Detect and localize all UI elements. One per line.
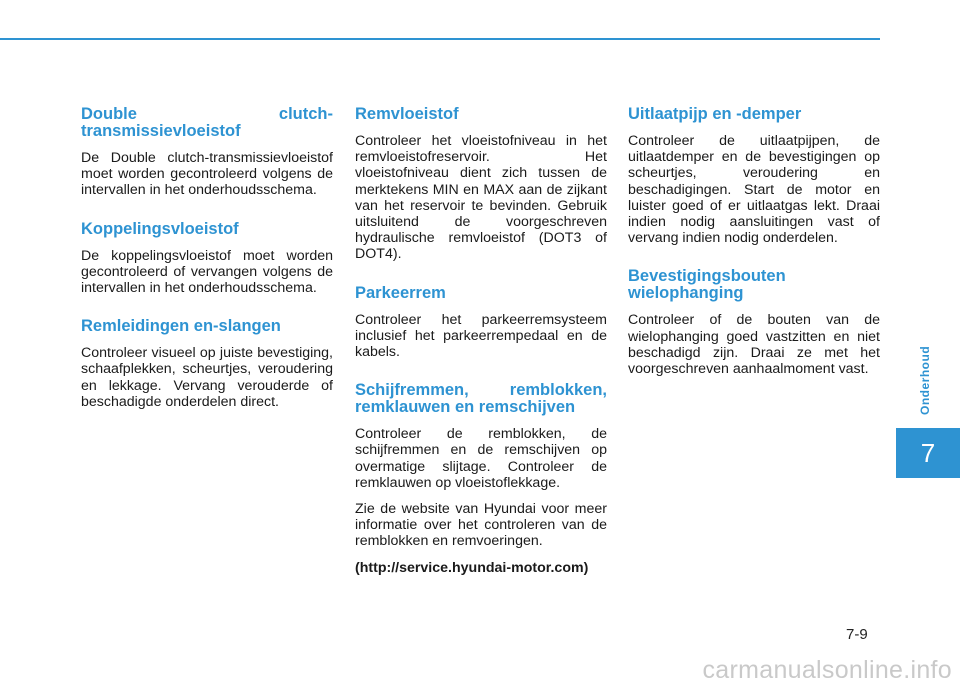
heading-suspension-bolts: Bevestigingsbouten wielophanging <box>628 267 786 303</box>
text-disc-brakes-1: Controleer de remblokken, de schijfremmen en de remschijven op overmatige slijtage. Controleer de remklauwen op vloeistoflekkage. <box>355 426 607 491</box>
column-2 <box>355 106 607 598</box>
service-link[interactable]: (http://service.hyundai-motor.com) <box>355 559 589 576</box>
section-brake-fluid <box>355 106 607 263</box>
column-1 <box>81 106 333 432</box>
chapter-label: Onderhoud <box>918 345 932 415</box>
heading-clutch-fluid: Koppelingsvloeistof <box>81 219 239 238</box>
text-parking-brake: Controleer het parkeerremsysteem inclusief het parkeerrempedaal en de kabels. <box>355 311 607 361</box>
watermark: carmanualsonline.info <box>702 656 952 684</box>
section-parking-brake <box>355 285 607 361</box>
page-number: 7-9 <box>846 626 868 643</box>
text-clutch-fluid: De koppelingsvloeistof moet worden gecontroleerd of vervangen volgens de intervallen in het onderhoudsschema. <box>81 247 333 297</box>
chapter-tab: 7 <box>896 428 960 478</box>
top-rule <box>0 38 880 40</box>
section-disc-brakes <box>355 382 607 576</box>
column-3 <box>628 106 880 399</box>
section-suspension-bolts <box>628 268 880 377</box>
text-exhaust: Controleer de uitlaatpijpen, de uitlaatdemper en de bevestigingen op scheurtjes, veroudering en beschadigingen. Start de motor en luister goed of er uitlaatgas lekt. Draai indien nodig aansluitingen vast of vervang indien nodig onderdelen. <box>628 133 880 247</box>
section-exhaust <box>628 106 880 246</box>
text-suspension-bolts: Controleer of de bouten van de wielophanging goed vastzitten en niet beschadigd zijn. Draai ze met het voorgeschreven aanhaalmoment vast. <box>628 312 880 378</box>
heading-brake-lines: Remleidingen en-slangen <box>81 317 281 336</box>
text-disc-brakes-2: Zie de website van Hyundai voor meer informatie over het controleren van de remblokken en remvoeringen. <box>355 501 607 550</box>
section-dct-fluid <box>81 106 333 199</box>
section-brake-lines <box>81 318 333 410</box>
heading-disc-brakes: Schijfremmen, remblokken, remklauwen en remschijven <box>355 381 607 417</box>
heading-parking-brake: Parkeerrem <box>355 283 446 302</box>
text-brake-lines: Controleer visueel op juiste bevestiging, schaafplekken, scheurtjes, veroudering en lekkage. Vervang verouderde of beschadigde onderdelen direct. <box>81 345 333 410</box>
text-dct-fluid: De Double clutch-transmissievloeistof moet worden gecontroleerd volgens de intervallen in het onderhoudsschema. <box>81 150 333 199</box>
text-brake-fluid: Controleer het vloeistofniveau in het remvloeistofreservoir. Het vloeistofniveau dient zich tussen de merktekens MIN en MAX aan de zijkant van het reservoir te bevinden. Gebruik uitsluitend de voorgeschreven hydraulische remvloeistof (DOT3 of DOT4). <box>355 133 607 263</box>
heading-exhaust: Uitlaatpijp en -demper <box>628 105 802 123</box>
heading-brake-fluid: Remvloeistof <box>355 105 459 123</box>
section-clutch-fluid <box>81 221 333 297</box>
heading-dct-fluid: Double clutch-transmissievloeistof <box>81 105 333 140</box>
